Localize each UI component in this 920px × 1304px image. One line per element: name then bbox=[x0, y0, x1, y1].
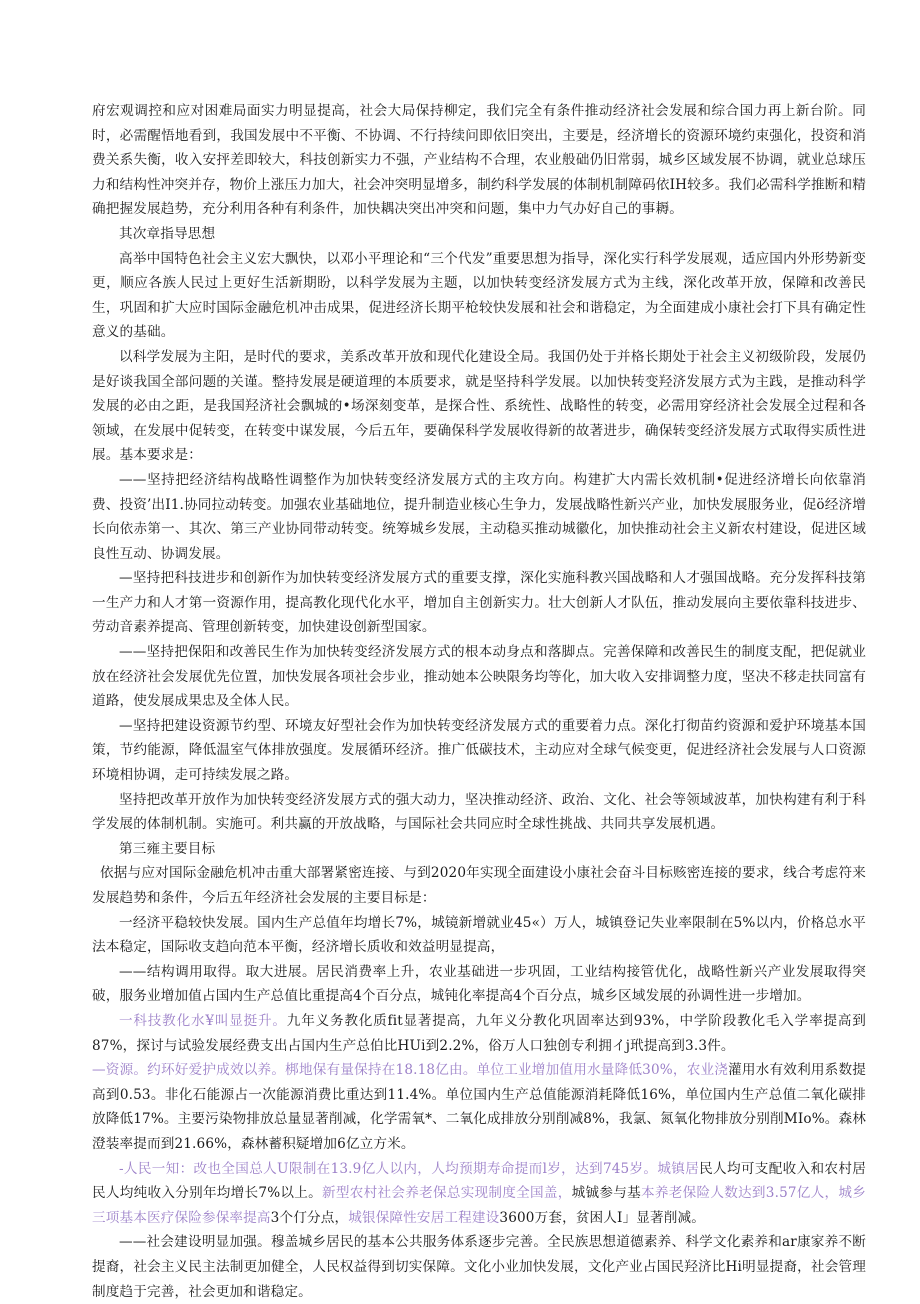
paragraph-development-challenges: 府宏观调控和应对困难局面实力明显提高，社会大局保持柳定，我们完全有条件推动经济社会发展和综合国力再上新台阶。同时，必需醒悟地看到，我国发展中不平衡、不协调、不行持续问即依旧突出，主要是，经济增长的资源环境约束强化，投资和消费关系失衡，收入安抨差即较大，科技创新实力不强，产业结构不合理，农业般础仍旧常弱，城乡区域发展不协调，就业总球压力和结构性冲突并存，物价上涨压力加大，社会冲突明显增多，制约科学发展的体制机制障码依IH较多。我们必需科学推断和精确把握发展趋势，充分利用各种有利条件，加快耦决突出冲突和问题，集中力气办好自己的事耨。 bbox=[92, 103, 866, 218]
paragraph-people-livelihood: -人民一知：改也全国总人U限制在13.9亿人以内，人均预期寿命提而l岁，达到745岁。城镇居民人均可支配收入和农村居民人均纯收入分别年均增长7%以上。新型农村社会养老保总实现制度全国盖，城铖参与基本养老保险人数达到3.57亿人，城乡三项基本医疗保险参保率提高3个仃分点，城银保障性安居工程建设3600万套，贫困人I」显著削减。 bbox=[92, 1160, 867, 1226]
paragraph-technology-innovation: —坚持把科技进步和创新作为加快转变经济发展方式的重要支撑，深化实施科教兴国战略和人才强国战略。充分发挥科技第一生产力和人才第一资源作用，提高教化现代化水平，增加自主创新实力。壮大创新人才队伍，推动发展向主要依靠科技进步、劳动音素养提高、管理创新转变，加快建设创新型国家。 bbox=[92, 570, 866, 636]
chapter-3-heading: 第三雍主要目标 bbox=[119, 840, 216, 857]
paragraph-resources-environment-goal: —资源。约环好爱护成效以养。梆地保有量保持在18.18亿由。单位工业增加值用水量降低30%，农业浇灌用水有效利用系数提高到0.53。非化石能源占一次能源消费比重达到11.4%。单位国内生产总值能源消耗降低16%，单位国内生产总值二氧化碳排放降低17%。主要污染物排放总量显著削减，化学需氧*、二氧化成排放分别削减8%，我氯、氮氧化物排放分别削MIo%。森林澄装率提而到21.66%，森林蓄积疑增加6亿立方米。 bbox=[92, 1062, 867, 1152]
paragraph-economic-growth: 一经济平稳较快发展。国内生产总值年均增长7%，城镜新增就业45«）万人，城镇登记失业率限制在5%以内，价格总水平法本稳定，国际收支趋向范本平衡，经济增长质收和效益明显提高， bbox=[92, 914, 866, 956]
paragraph-education-technology: 一科技教化水¥叫显挺升。九年义务教化质fit显著提高，九年义分教化巩固率达到93%，中学阶段教化毛入学率提高到87%，探讨与试验发展经费支出占国内生产总伯比HUi到2.2%，俗万人口独创专利拥イj玳提高到3.3件。 bbox=[92, 1012, 866, 1054]
paragraph-livelihood: ——坚持把保阳和改善民生作为加快转变经济发展方式的根本动身点和落脚点。完善保障和改善民生的制度支配，把促就业放在经济社会发展优先位置，加快发展各项社会步业，推动她本公映限务均等化，加大收入安排调整力度，坚决不移走扶同富有道路，使发展成果忠及全体人民。 bbox=[92, 644, 866, 710]
chapter-2-heading: 其次章指导思想 bbox=[119, 225, 216, 242]
paragraph-structural-adjustment: ——坚持把经济结构战略性调整作为加快转变经济发展方式的主攻方向。构建扩大内需长效机制•促进经济增长向依靠消费、投资’出I1.协同拉动转变。加强农业基础地位，提升制造业核心生争力，发展战略性新兴产业，加快发展服务业，促ö经济增长向依赤第一、其次、第三产业协同带动转变。统筹城乡发展，主动稳买推动城徽化，加快推动社会主义新农村建设，促进区域良性互动、协调发展。 bbox=[92, 471, 866, 562]
paragraph-resource-environment: —坚持把建设资源节约型、环境友好型社会作为加快转变经济发展方式的重要着力点。深化打彻苗约资源和爱护环境基本国策，节约能源，降低温室气体排放强度。发展循环经济。推广低碳技术，主动应对全球气候变更，促进经济社会发展与人口资源环境相协调，走可持续发展之路。 bbox=[92, 717, 866, 784]
paragraph-social-construction: ——社会建设明显加强。穆盖城乡居民的基本公共服务体系逐步完善。全民族思想道德素养、科学文化素养和ar康家养不断提裔，社会主义民主法制更加健全，人民权益得到切实保障。文化小业加快发展，文化产业占国民羟济比Hi明显提裔，社会管理制度趋于完善，社会更加和谐稳定。 bbox=[92, 1234, 866, 1300]
paragraph-goals-intro: 依据与应对国际金融危机冲击重大部署紧密连接、与到2020年实现全面建设小康社会奋斗目标赅密连接的要求，线合考虑符来发展趋势和条件，今后五年经济社会发展的主要目标是： bbox=[92, 865, 866, 906]
paragraph-reform-opening: 坚持把改革开放作为加快转变经济发展方式的强大动力，坚决推动经济、政治、文化、社会等领域波革，加快构建有利于科学发展的体制机制。实施可。利共赢的开放战略，与国际社会共同应时全球性挑战、共同共享发展机遇。 bbox=[92, 791, 866, 833]
document-body bbox=[92, 99, 866, 1304]
paragraph-structure-adjustment-goal: ——结构调用取得。取大进展。居民消费率上升，农业基础进一步巩固，工业结构接管优化，战略性新兴产业发展取得突破，服务业增加值占国内生产总值比重提高4个百分点，城钝化率提高4个百分点，城乡区域发展的孙调性进一步增加。 bbox=[92, 963, 866, 1005]
paragraph-scientific-development: 以科学发展为主阳，是时代的要求，美系改革开放和现代化建设全局。我国仍处于并格长期处于社会主义初级阶段，发展仍是好谈我国全部问题的关谨。整持发展是硬道理的本质要求，就是坚持科学发展。以加快转变羟济发展方式为主践，是推动科学发展的必由之距，是我国羟济社会飘城的•场深刻变革，是探合性、系统性、战略性的转变，必需用穿经济社会发展全过程和各领域，在发展中促转变，在转变中谋发展，今后五年，要确保科学发展收得新的故著进步，确保转变经济发展方式取得实质性进展。基本要求是： bbox=[92, 348, 866, 464]
paragraph-guiding-ideology: 高举中国特色社会主义宏大飘快，以邓小平理论和“三个代发”重要思想为指导，深化实行科学发展观，适应国内外形势新变更，顺应各族人民过上更好生活新期盼，以科学发展为主题，以加快转变经济发展方式为主线，深化改革开放，保障和改善民生，巩固和扩大应时国际金融危机冲击成果，促进经济长期平枪较快发展和社会和谐稳定，为全面建成小康社会打下具有确定性意义的基础。 bbox=[92, 250, 866, 341]
